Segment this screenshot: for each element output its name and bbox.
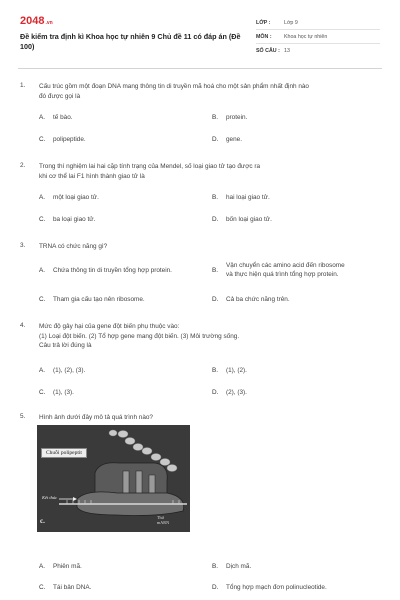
option-letter: D.	[212, 389, 219, 396]
option-text: protein.	[226, 114, 248, 121]
question-number: 2.	[20, 162, 26, 169]
meta-value: Lớp 9	[284, 19, 298, 26]
meta-key: LỚP :	[256, 19, 271, 26]
option-b[interactable]	[212, 562, 251, 571]
option-text: Tham gia cấu tạo nên ribosome.	[53, 296, 145, 303]
question-number: 1.	[20, 82, 26, 89]
option-letter: D.	[212, 584, 219, 591]
option-text: gene.	[226, 136, 242, 143]
option-letter: B.	[212, 114, 219, 121]
option-a[interactable]	[39, 562, 82, 571]
translation-figure	[37, 425, 190, 532]
option-d[interactable]	[212, 135, 242, 144]
meta-row-count	[256, 44, 380, 57]
option-a[interactable]	[39, 113, 73, 122]
option-d[interactable]	[212, 215, 272, 224]
option-text: Dịch mã.	[226, 563, 252, 570]
option-text: polipeptide.	[53, 136, 86, 143]
option-a[interactable]	[39, 193, 99, 202]
option-letter: A.	[39, 267, 46, 274]
exam-meta	[256, 16, 380, 57]
meta-value: Khoa học tự nhiên	[284, 33, 328, 40]
option-c[interactable]	[39, 135, 86, 144]
option-d[interactable]	[212, 295, 290, 304]
option-text: (1), (2), (3).	[53, 367, 86, 374]
logo-main: 2048	[20, 15, 45, 27]
option-text: tế bào.	[53, 114, 73, 121]
option-text: ba loại giao tử.	[53, 216, 96, 223]
option-d[interactable]	[212, 583, 327, 592]
option-letter: A.	[39, 194, 46, 201]
option-letter: D.	[212, 136, 219, 143]
logo-suffix: .vn	[45, 20, 53, 26]
option-text: Tái bản DNA.	[53, 584, 92, 591]
figure-label-polypeptide: Chuỗi polipeptit	[41, 448, 87, 458]
question-stem: Mức độ gây hại của gene đột biến phụ thuộc vào: (1) Loại đột biến. (2) Tổ hợp gene mang đột biến. (3) Môi trường sống. Câu trả lời đúng là	[39, 323, 240, 349]
option-letter: C.	[39, 136, 46, 143]
option-c[interactable]	[39, 215, 95, 224]
question-stem: TRNA có chức năng gì?	[39, 243, 108, 250]
option-letter: A.	[39, 367, 46, 374]
meta-key: SỐ CÂU :	[256, 47, 280, 54]
option-letter: A.	[39, 114, 46, 121]
option-text: Tổng hợp mạch đơn polinucleotide.	[226, 584, 327, 591]
option-letter: D.	[212, 296, 219, 303]
option-c[interactable]	[39, 388, 74, 397]
option-a[interactable]	[39, 266, 172, 275]
option-d[interactable]	[212, 388, 247, 397]
header-divider	[18, 68, 382, 69]
option-b[interactable]	[212, 366, 247, 375]
option-letter: A.	[39, 563, 46, 570]
question-stem: Trong thí nghiệm lai hai cặp tính trạng của Mendel, số loại giao tử tạo được ra khi cơ thể lai F1 hình thành giao tử là	[39, 163, 261, 180]
option-text: (1), (2).	[226, 367, 247, 374]
option-b[interactable]	[212, 261, 345, 279]
figure-label-small: Kết thúc	[42, 495, 58, 500]
option-letter: B.	[212, 367, 219, 374]
meta-key: MÔN :	[256, 33, 272, 40]
option-text: Vận chuyển các amino acid đến ribosome và thực hiện quá trình tổng hợp protein.	[226, 262, 345, 278]
ribosome-large-subunit	[95, 463, 167, 495]
option-b[interactable]	[212, 193, 270, 202]
question-number: 5.	[20, 413, 26, 420]
option-text: bốn loại giao tử.	[226, 216, 272, 223]
option-c[interactable]	[39, 583, 91, 592]
question-stem: Hình ảnh dưới đây mô tả quá trình nào?	[39, 414, 153, 421]
site-logo[interactable]	[20, 15, 53, 27]
option-text: (1), (3).	[53, 389, 74, 396]
exam-title: Đề kiểm tra định kì Khoa học tự nhiên 9 Chủ đề 11 có đáp án (Đề 100)	[20, 32, 241, 51]
option-a[interactable]	[39, 366, 85, 375]
option-letter: C.	[39, 389, 46, 396]
figure-label-c: c.	[40, 517, 45, 525]
option-b[interactable]	[212, 113, 247, 122]
option-letter: C.	[39, 584, 46, 591]
option-letter: B.	[212, 194, 219, 201]
option-text: Chứa thông tin di truyền tổng hợp protein.	[53, 267, 172, 274]
option-letter: D.	[212, 216, 219, 223]
meta-value: 13	[284, 47, 290, 54]
option-letter: C.	[39, 296, 46, 303]
meta-row-class	[256, 16, 380, 30]
option-text: (2), (3).	[226, 389, 247, 396]
option-letter: B.	[212, 267, 219, 274]
option-letter: B.	[212, 563, 219, 570]
option-text: hai loại giao tử.	[226, 194, 270, 201]
option-c[interactable]	[39, 295, 145, 304]
question-number: 4.	[20, 322, 26, 329]
option-text: một loại giao tử.	[53, 194, 99, 201]
option-text: Phiên mã.	[53, 563, 82, 570]
question-stem: Cấu trúc gồm một đoạn DNA mang thông tin di truyền mã hoá cho một sản phẩm nhất định nào đó được gọi là	[39, 83, 309, 100]
figure-label-mrna: Thứ mARN	[157, 515, 170, 525]
option-text: Cả ba chức năng trên.	[226, 296, 290, 303]
option-letter: C.	[39, 216, 46, 223]
question-number: 3.	[20, 242, 26, 249]
meta-row-subject	[256, 30, 380, 44]
